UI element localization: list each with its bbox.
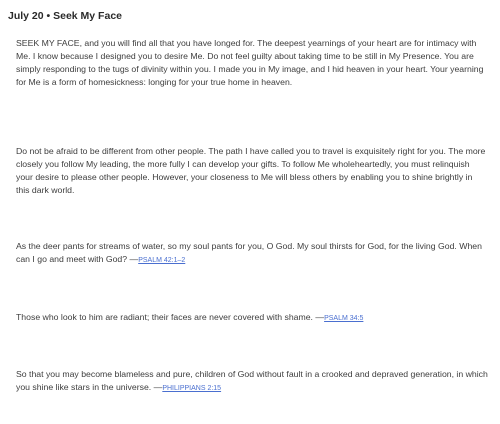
verse-text: Those who look to him are radiant; their faces are never covered with shame. — [16,312,325,322]
page-title: July 20 • Seek My Face [8,10,122,22]
verse-text: As the deer pants for streams of water, so my soul pants for you, O God. My soul thirsts for God, for the living God. When can I go and meet with God? — [16,241,482,264]
verse-psalm-34 [16,311,488,325]
paragraph-seek-my-face: SEEK MY FACE, and you will find all that you have longed for. The deepest yearnings of your heart are for intimacy with Me. I know because I designed you to desire Me. Do not feel guilty about taking time to be still in My Presence. You are simply responding to the tugs of divinity within you. I made you in My image, and I hid heaven in your heart. Your yearning for Me is a form of homesickness: longing for your true home in heaven. [16,38,484,87]
scripture-link-psalm-34[interactable]: PSALM 34:5 [324,315,364,322]
scripture-link-philippians-2[interactable]: PHILIPPIANS 2:15 [162,385,222,392]
verse-philippians-2 [16,368,488,395]
verse-psalm-42 [16,240,488,267]
paragraph-be-different: Do not be afraid to be different from other people. The path I have called you to travel is exquisitely right for you. The more closely you follow My leading, the more fully I can develop your gifts. To follow Me wholeheartedly, you must relinquish your desire to please other people. However, your closeness to Me will bless others by enabling you to shine brightly in this dark world. [16,146,486,195]
scripture-link-psalm-42[interactable]: PSALM 42:1–2 [138,257,186,264]
verse-text: So that you may become blameless and pure, children of God without fault in a crooked and depraved generation, in which you shine like stars in the universe. — [16,369,488,392]
